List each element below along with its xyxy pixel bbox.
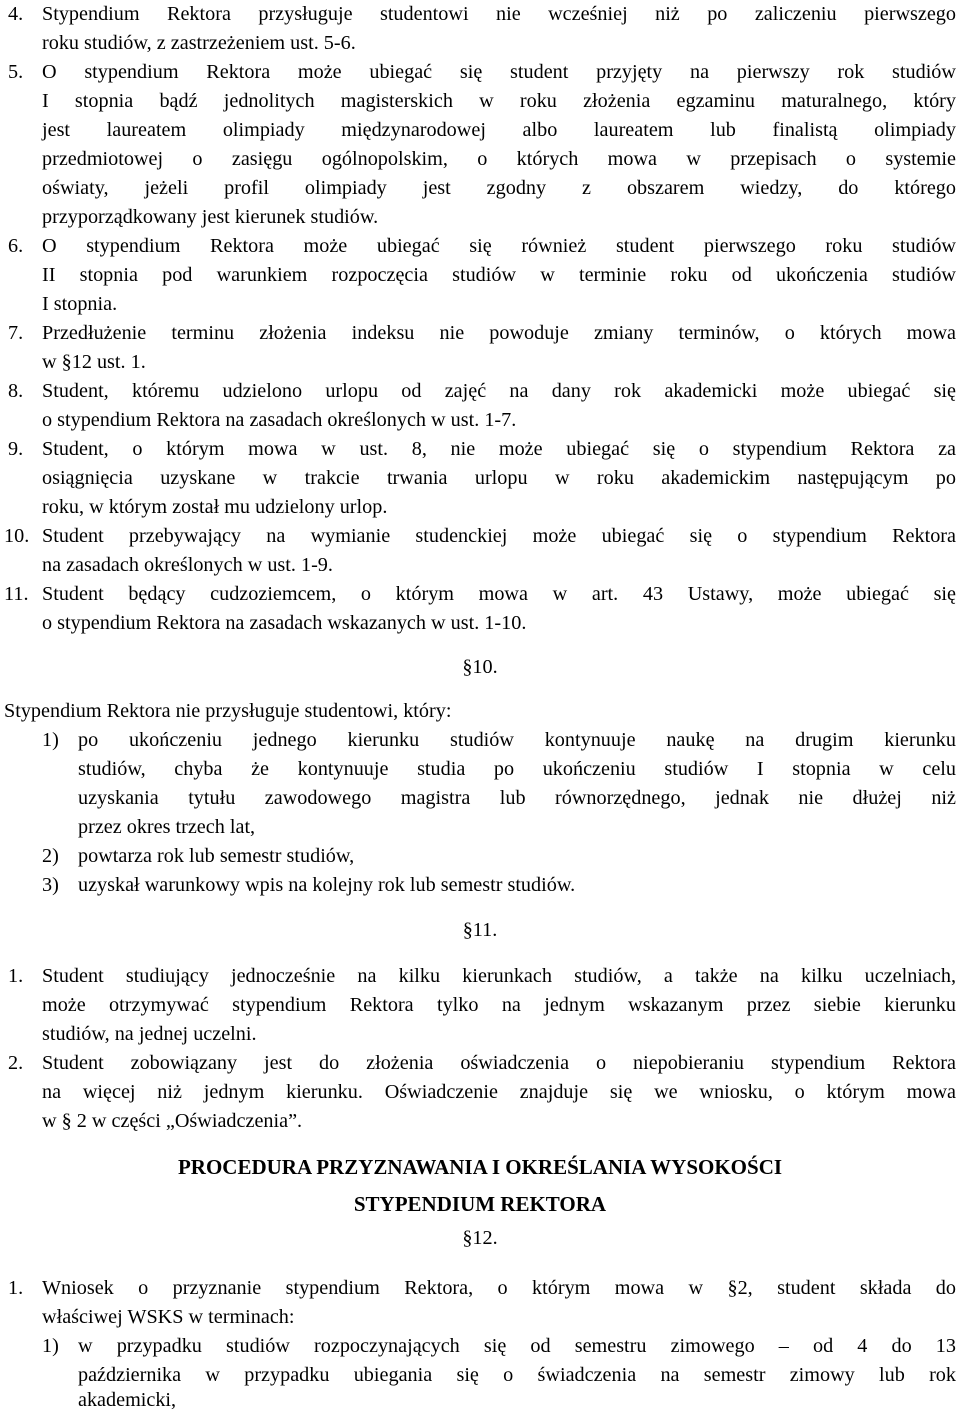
- list-item-line: w §12 ust. 1.: [42, 351, 146, 373]
- list-number: 1): [42, 1335, 59, 1357]
- list-number: 4.: [8, 3, 24, 25]
- list-number: 8.: [8, 380, 24, 402]
- list-item-line: akademicki,: [78, 1389, 177, 1411]
- list-item-line: przyporządkowany jest kierunek studiów.: [42, 206, 379, 228]
- list-number: 1.: [8, 1277, 24, 1299]
- section-heading: §10.: [462, 656, 498, 678]
- list-item-line: I stopnia bądź jednolitych magisterskich w roku złożenia egzaminu maturalnego, który: [42, 90, 956, 112]
- list-number: 11.: [4, 583, 29, 605]
- list-item-line: października w przypadku ubiegania się o świadczenia na semestr zimowy lub rok: [78, 1364, 956, 1386]
- list-number: 1.: [8, 965, 24, 987]
- list-item-line: studiów, na jednej uczelni.: [42, 1023, 257, 1045]
- list-item-line: II stopnia pod warunkiem rozpoczęcia studiów w terminie roku od ukończenia studiów: [42, 264, 956, 286]
- list-number: 5.: [8, 61, 24, 83]
- list-item-line: w § 2 w części „Oświadczenia”.: [42, 1110, 303, 1132]
- list-item-line: roku, w którym został mu udzielony urlop.: [42, 496, 388, 518]
- list-number: 1): [42, 729, 59, 751]
- list-number: 9.: [8, 438, 24, 460]
- list-item-line: Wniosek o przyznanie stypendium Rektora, o którym mowa w §2, student składa do: [42, 1277, 956, 1299]
- list-item-line: Student, któremu udzielono urlopu od zajęć na dany rok akademicki może ubiegać się: [42, 380, 956, 402]
- list-item-line: uzyskania tytułu zawodowego magistra lub równorzędnego, jednak nie dłużej niż: [78, 787, 956, 809]
- list-item-line: w przypadku studiów rozpoczynających się od semestru zimowego – od 4 do 13: [78, 1335, 956, 1357]
- list-item-line: Student zobowiązany jest do złożenia oświadczenia o niepobieraniu stypendium Rektora: [42, 1052, 956, 1074]
- list-item-line: Student, o którym mowa w ust. 8, nie może ubiegać się o stypendium Rektora za: [42, 438, 956, 460]
- section-intro: Stypendium Rektora nie przysługuje studentowi, który:: [4, 700, 452, 722]
- list-item-line: przez okres trzech lat,: [78, 816, 256, 838]
- list-item-line: na więcej niż jednym kierunku. Oświadczenie znajduje się we wniosku, o którym mowa: [42, 1081, 956, 1103]
- list-item-line: osiągnięcia uzyskane w trakcie trwania urlopu w roku akademickim następującym po: [42, 467, 956, 489]
- list-number: 2.: [8, 1052, 24, 1074]
- list-item-line: na zasadach określonych w ust. 1-9.: [42, 554, 333, 576]
- list-item-line: Student będący cudzoziemcem, o którym mowa w art. 43 Ustawy, może ubiegać się: [42, 583, 956, 605]
- list-item-line: może otrzymywać stypendium Rektora tylko na jednym wskazanym przez siebie kierunku: [42, 994, 956, 1016]
- section-heading: §12.: [462, 1227, 498, 1249]
- list-item-line: oświaty, jeżeli profil olimpiady jest zgodny z obszarem wiedzy, do którego: [42, 177, 956, 199]
- list-item-line: powtarza rok lub semestr studiów,: [78, 845, 355, 867]
- list-number: 10.: [4, 525, 30, 547]
- list-item-line: Przedłużenie terminu złożenia indeksu nie powoduje zmiany terminów, o których mowa: [42, 322, 956, 344]
- list-item-line: Student studiujący jednocześnie na kilku kierunkach studiów, a także na kilku uczelniach,: [42, 965, 956, 987]
- list-item-line: właściwej WSKS w terminach:: [42, 1306, 295, 1328]
- list-item-line: I stopnia.: [42, 293, 118, 315]
- list-item-line: o stypendium Rektora na zasadach wskazanych w ust. 1-10.: [42, 612, 527, 634]
- list-item-line: jest laureatem olimpiady międzynarodowej albo laureatem lub finalistą olimpiady: [42, 119, 956, 141]
- list-item-line: po ukończeniu jednego kierunku studiów kontynuuje naukę na drugim kierunku: [78, 729, 956, 751]
- list-item-line: Stypendium Rektora przysługuje studentowi nie wcześniej niż po zaliczeniu pierwszego: [42, 3, 956, 25]
- list-item-line: przedmiotowej o zasięgu ogólnopolskim, o których mowa w przepisach o systemie: [42, 148, 956, 170]
- procedure-title-line-2: STYPENDIUM REKTORA: [353, 1192, 607, 1216]
- list-item-line: O stypendium Rektora może ubiegać się również student pierwszego roku studiów: [42, 235, 956, 257]
- procedure-title-line-1: PROCEDURA PRZYZNAWANIA I OKREŚLANIA WYSOKOŚCI: [177, 1155, 783, 1179]
- list-item-line: Student przebywający na wymianie studenckiej może ubiegać się o stypendium Rektora: [42, 525, 956, 547]
- list-number: 7.: [8, 322, 24, 344]
- list-item-line: studiów, chyba że kontynuuje studia po ukończeniu studiów I stopnia w celu: [78, 758, 956, 780]
- list-item-line: o stypendium Rektora na zasadach określonych w ust. 1-7.: [42, 409, 517, 431]
- list-number: 3): [42, 874, 59, 896]
- list-number: 2): [42, 845, 59, 867]
- list-number: 6.: [8, 235, 24, 257]
- list-item-line: roku studiów, z zastrzeżeniem ust. 5-6.: [42, 32, 356, 54]
- list-item-line: O stypendium Rektora może ubiegać się student przyjęty na pierwszy rok studiów: [42, 61, 956, 83]
- section-heading: §11.: [462, 919, 498, 941]
- list-item-line: uzyskał warunkowy wpis na kolejny rok lub semestr studiów.: [78, 874, 576, 896]
